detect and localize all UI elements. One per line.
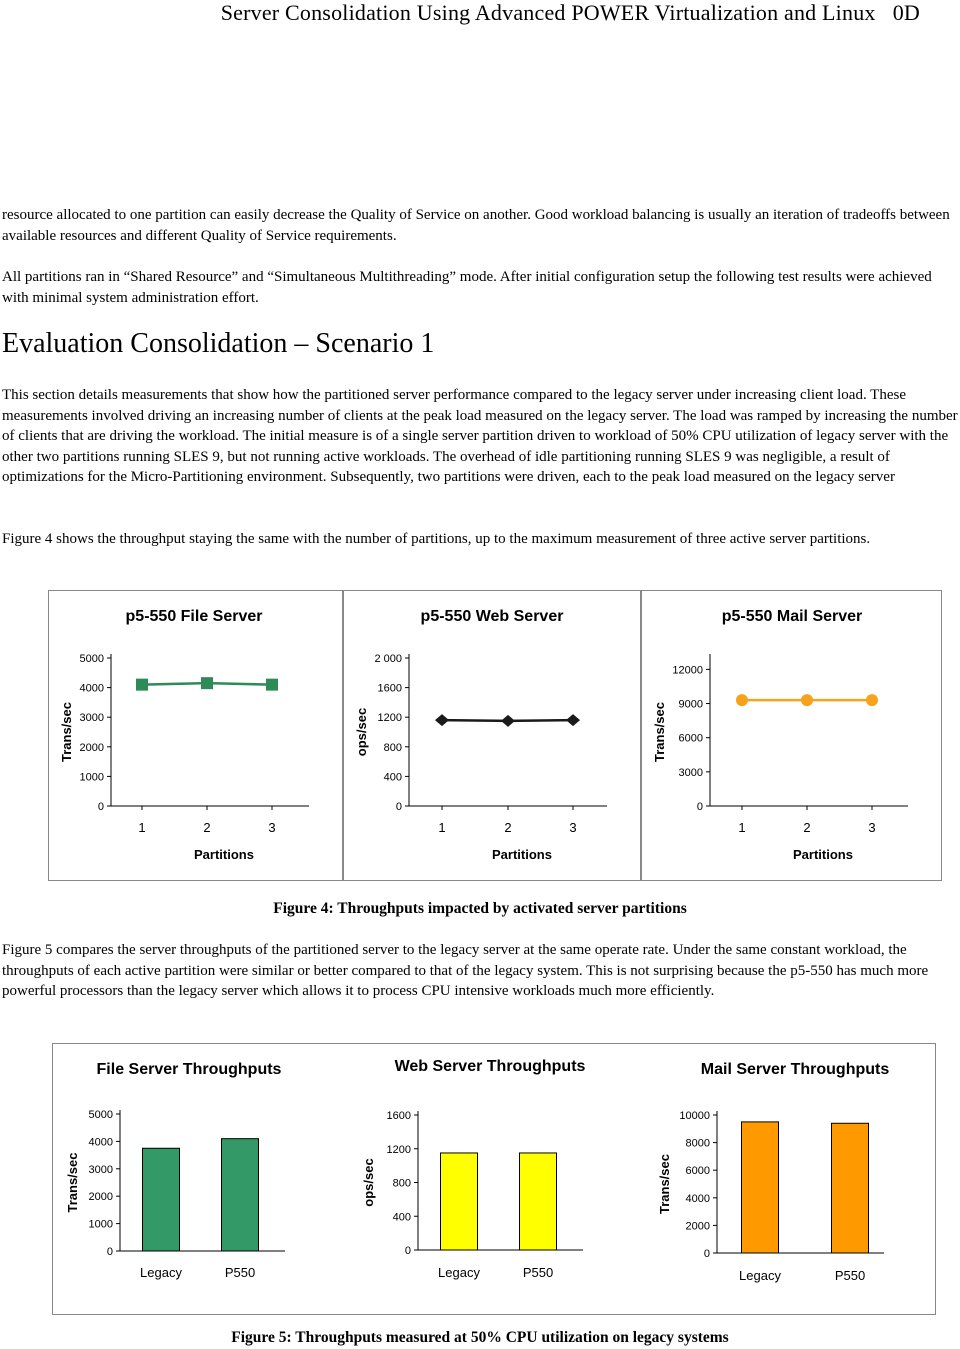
chart-web-server: [343, 590, 641, 881]
y-tick-label: 3000: [678, 766, 703, 779]
y-tick-label: 4000: [88, 1136, 113, 1149]
x-tick-label: P550: [224, 1265, 256, 1280]
y-tick-label: 1000: [88, 1218, 113, 1231]
chart-file-throughputs-svg: [53, 1044, 343, 1314]
chart-mail-server: [641, 590, 942, 881]
y-tick-label: 5000: [88, 1109, 113, 1121]
y-axis-label: ops/sec: [354, 707, 369, 757]
chart-mail-server-svg: [642, 591, 941, 880]
x-tick-label: 3: [868, 820, 876, 835]
y-tick-label: 12000: [672, 664, 703, 677]
chart-title: p5-550 File Server: [125, 608, 263, 625]
y-axis-label: Trans/sec: [652, 702, 667, 762]
x-tick-label: Legacy: [140, 1265, 182, 1280]
bar: [143, 1148, 180, 1251]
paragraph-figure4-intro: Figure 4 shows the throughput staying the same with the number of partitions, up to the maximum measurement of three active server partitions.: [2, 531, 871, 547]
x-tick-label: 2: [504, 820, 512, 835]
paragraph-intro: resource allocated to one partition can easily decrease the Quality of Service on another. Good workload balancing is usually an iteration of tradeoffs between available resources and different Quality of Service requirements.: [2, 207, 950, 244]
y-tick-label: 2 000: [374, 653, 402, 665]
section-heading: Evaluation Consolidation – Scenario 1: [2, 328, 435, 359]
header-page-number: 0D: [892, 0, 920, 25]
y-axis-label: Trans/sec: [59, 702, 74, 762]
y-axis-label: Trans/sec: [657, 1154, 672, 1214]
y-tick-label: 9000: [678, 698, 703, 711]
data-point-marker: [736, 694, 748, 706]
bar: [520, 1153, 557, 1250]
chart-title: p5-550 Mail Server: [721, 608, 863, 625]
x-axis-label: Partitions: [793, 847, 853, 862]
y-tick-label: 0: [97, 801, 104, 813]
y-tick-label: 10000: [679, 1110, 710, 1122]
chart-web-throughputs-svg: [349, 1044, 639, 1314]
x-tick-label: 3: [268, 820, 276, 835]
data-point-marker: [266, 679, 278, 691]
data-point-marker: [801, 694, 813, 706]
y-axis-label: Trans/sec: [65, 1152, 80, 1213]
data-point-marker: [866, 694, 878, 706]
data-point-marker: [501, 715, 515, 727]
bar: [222, 1139, 259, 1251]
x-tick-label: 3: [569, 820, 577, 835]
chart-file-server: [48, 590, 343, 881]
y-tick-label: 5000: [79, 653, 104, 665]
y-tick-label: 4000: [685, 1192, 710, 1205]
y-tick-label: 1600: [377, 682, 402, 695]
paragraph-figure5-intro: Figure 5 compares the server throughputs of the partitioned server to the legacy server at the same operate rate. Under the same constant workload, the throughputs of each active partition were similar or better compared to that of the legacy system. This is not surprising because the p5-550 has much more powerful processors than the legacy server which allows it to process CPU intensive workloads much more efficiently.: [2, 942, 929, 999]
bar: [742, 1122, 779, 1253]
x-tick-label: 2: [803, 820, 811, 835]
y-tick-label: 0: [106, 1246, 113, 1258]
data-point-marker: [201, 677, 213, 689]
header-title: Server Consolidation Using Advanced POWER Virtualization and Linux: [220, 0, 876, 25]
bar: [832, 1123, 869, 1253]
y-tick-label: 0: [395, 801, 402, 813]
y-tick-label: 400: [383, 771, 402, 784]
y-tick-label: 0: [703, 1248, 710, 1260]
y-axis-label: ops/sec: [361, 1158, 376, 1207]
x-tick-label: P550: [522, 1265, 554, 1280]
y-tick-label: 800: [383, 741, 402, 754]
y-tick-label: 2000: [685, 1220, 710, 1233]
x-axis-label: Partitions: [492, 847, 552, 862]
y-tick-label: 400: [392, 1211, 411, 1224]
chart-mail-throughputs-svg: [645, 1044, 935, 1314]
y-tick-label: 1200: [386, 1143, 411, 1156]
y-tick-label: 6000: [685, 1165, 710, 1178]
bar: [441, 1153, 478, 1250]
y-tick-label: 0: [404, 1245, 411, 1257]
x-tick-label: 2: [203, 820, 211, 835]
x-axis-label: Partitions: [194, 847, 254, 862]
y-tick-label: 3000: [79, 712, 104, 725]
figure-4-caption: Figure 4: Throughputs impacted by activated server partitions: [273, 900, 687, 917]
data-point-marker: [136, 679, 148, 691]
x-tick-label: Legacy: [739, 1268, 781, 1283]
y-tick-label: 4000: [79, 682, 104, 695]
paragraph-section-details: This section details measurements that show how the partitioned server performance compared to the legacy server under increasing client load. These measurements involved driving an increasing number of clients at the peak load measured on the legacy server. The load was ramped by increasing the number of clients that are driving the workload. The initial measure is of a single server partition driven to workload of 50% CPU utilization of legacy server with the other two partitions running SLES 9, but not running active workloads. The overhead of idle partitioning running SLES 9 was negligible, a result of optimizations for the Micro-Partitioning environment. Subsequently, two partitions were driven, each to the peak load measured on the legacy server: [2, 387, 958, 485]
y-tick-label: 1600: [386, 1110, 411, 1122]
chart-title: Web Server Throughputs: [394, 1058, 586, 1075]
x-tick-label: P550: [834, 1268, 866, 1283]
x-tick-label: 1: [438, 820, 446, 835]
y-tick-label: 2000: [88, 1191, 113, 1204]
data-point-marker: [566, 714, 580, 726]
y-tick-label: 2000: [79, 741, 104, 754]
y-tick-label: 0: [696, 801, 703, 813]
chart-web-server-svg: [344, 591, 640, 880]
x-tick-label: Legacy: [438, 1265, 480, 1280]
y-tick-label: 8000: [685, 1137, 710, 1150]
chart-file-server-svg: [49, 591, 342, 880]
chart-title: p5-550 Web Server: [420, 608, 564, 625]
data-point-marker: [435, 714, 449, 726]
chart-title: Mail Server Throughputs: [700, 1061, 890, 1078]
figure-5-panel: [52, 1043, 936, 1315]
y-tick-label: 6000: [678, 732, 703, 745]
y-tick-label: 800: [392, 1177, 411, 1190]
y-tick-label: 3000: [88, 1163, 113, 1176]
y-tick-label: 1200: [377, 712, 402, 725]
figure-5-caption: Figure 5: Throughputs measured at 50% CPU utilization on legacy systems: [231, 1329, 729, 1346]
x-tick-label: 1: [738, 820, 746, 835]
x-tick-label: 1: [138, 820, 146, 835]
page-header: [221, 0, 920, 26]
paragraph-shared-resource: All partitions ran in “Shared Resource” and “Simultaneous Multithreading” mode. After initial configuration setup the following test results were achieved with minimal system administration effort.: [2, 269, 932, 306]
y-tick-label: 1000: [79, 771, 104, 784]
chart-title: File Server Throughputs: [96, 1061, 282, 1078]
